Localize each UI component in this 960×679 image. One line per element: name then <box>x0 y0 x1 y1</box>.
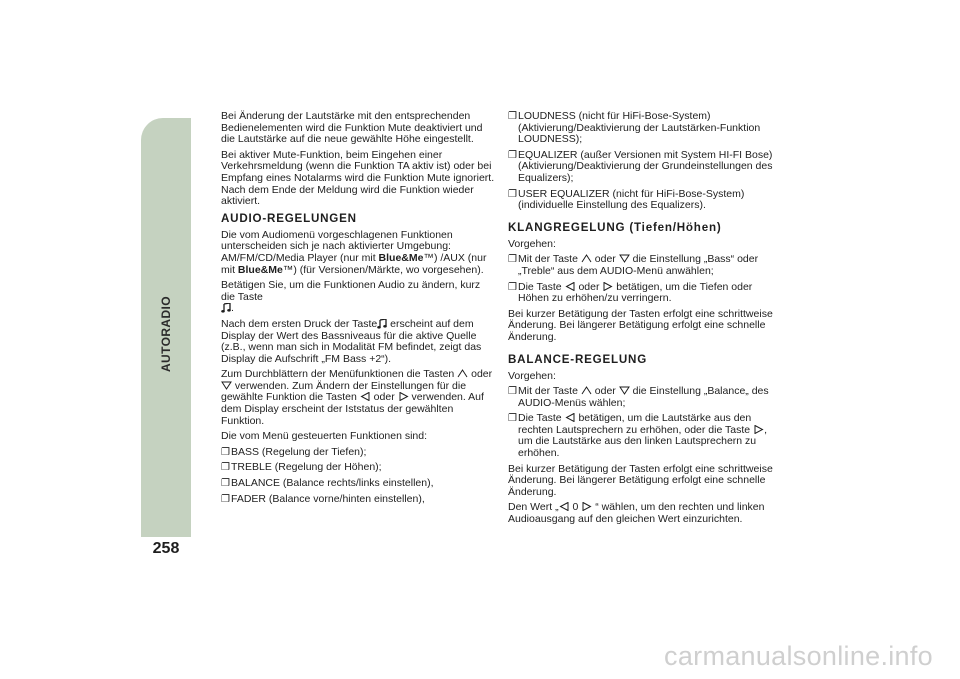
checkbox-bullet-icon: ❐ <box>508 254 517 266</box>
paragraph-mute-active: Bei aktiver Mute-Funktion, beim Eingehen einer Verkehrsmeldung (wenn die Funktion TA aktiv ist) oder bei Empfang eines Notalarms wird die Funktion Mute ignoriert. Nach dem Ende der Meldung wird die Funktion wieder aktiviert. <box>221 148 495 208</box>
checkbox-bullet-icon: ❐ <box>508 281 517 293</box>
paragraph-mute-change: Bei Änderung der Lautstärke mit den entsprechenden Bedienelementen wird die Funktion Mute deaktiviert und die Lautstärke auf die neue gewählte Höhe eingestellt. <box>221 110 483 146</box>
checkbox-bullet-icon: ❐ <box>508 188 517 200</box>
paragraph-short-press: Bei kurzer Betätigung der Tasten erfolgt eine schrittweise Änderung. Bei längerer Betätigung erfolgt eine schnelle Änderung. <box>508 462 773 498</box>
heading-klangregelung: KLANGREGELUNG (Tiefen/Höhen) <box>508 220 722 234</box>
arrow-left-icon <box>360 392 371 401</box>
checkbox-bullet-icon: ❐ <box>221 462 230 474</box>
music-note-icon <box>221 303 231 312</box>
list-item: ❐ FADER (Balance vorne/hinten einstellen), <box>221 492 425 505</box>
arrow-down-icon <box>619 386 630 395</box>
arrow-left-icon <box>565 282 576 291</box>
list-item: ❐ Die Taste betätigen, um die Lautstärke aus den rechten Lautsprechern zu erhöhen, oder die Taste , um die Lautstärke aus den linken Lautsprechern zu erhöhen. <box>508 412 767 460</box>
page-number: 258 <box>152 540 180 557</box>
paragraph-first-press: Nach dem ersten Druck der Taste erscheint auf dem Display der Wert des Bassniveaus für die aktive Quelle (z.B., wenn man sich in Modalität FM befindet, zeigt das Display die Aufschrift „FM Bass +2“). <box>221 317 482 365</box>
arrow-right-icon <box>753 425 764 434</box>
label-vorgehen: Vorgehen: <box>508 369 556 382</box>
section-title-text: AUTORADIO <box>159 295 173 373</box>
arrow-up-icon <box>457 369 468 378</box>
paragraph-press-key: Betätigen Sie, um die Funktionen Audio zu ändern, kurz die Taste . <box>221 279 481 315</box>
list-item: ❐ TREBLE (Regelung der Höhen); <box>221 461 382 474</box>
arrow-down-icon <box>221 381 232 390</box>
list-item: ❐ Mit der Taste oder die Einstellung „Balance„ des AUDIO-Menüs wählen; <box>508 385 769 409</box>
checkbox-bullet-icon: ❐ <box>221 493 230 505</box>
list-item: ❐ USER EQUALIZER (nicht für HiFi-Bose-System) (individuelle Einstellung des Equalizers). <box>508 187 745 212</box>
arrow-down-icon <box>619 254 630 263</box>
arrow-up-icon <box>581 254 592 263</box>
arrow-left-icon <box>559 502 570 511</box>
checkbox-bullet-icon: ❐ <box>508 413 517 425</box>
arrow-right-icon <box>398 392 409 401</box>
arrow-right-icon <box>581 502 592 511</box>
paragraph-short-press: Bei kurzer Betätigung der Tasten erfolgt eine schrittweise Änderung. Bei längerer Betätigung erfolgt eine schnelle Änderung. <box>508 307 773 343</box>
list-item: ❐ BALANCE (Balance rechts/links einstellen), <box>221 477 434 490</box>
paragraph-scroll-menu: Zum Durchblättern der Menüfunktionen die Tasten oder verwenden. Zum Ändern der Einstellungen für die gewählte Funktion die Tasten oder verwenden. Auf dem Display erscheint der Iststatus der gewählten Funktion. <box>221 368 493 427</box>
music-note-icon <box>377 319 387 328</box>
checkbox-bullet-icon: ❐ <box>221 446 230 458</box>
arrow-up-icon <box>581 386 592 395</box>
right-column <box>508 111 784 530</box>
checkbox-bullet-icon: ❐ <box>508 111 517 122</box>
list-item: ❐ Die Taste oder betätigen, um die Tiefen oder Höhen zu erhöhen/zu verringern. <box>508 280 753 305</box>
checkbox-bullet-icon: ❐ <box>508 149 517 161</box>
checkbox-bullet-icon: ❐ <box>221 478 230 490</box>
arrow-left-icon <box>565 413 576 422</box>
list-item: ❐ EQUALIZER (außer Versionen mit System HI-FI Bose) (Aktivierung/Deaktivierung der Grundeinstellungen des Equalizers); <box>508 148 773 184</box>
list-item: ❐ LOUDNESS (nicht für HiFi-Bose-System) (Aktivierung/Deaktivierung der Lautstärken-Funktion LOUDNESS); <box>508 110 761 146</box>
list-item: ❐ Mit der Taste oder die Einstellung „Bass“ oder „Treble“ aus dem AUDIO-Menü anwählen; <box>508 253 759 277</box>
heading-audio-regelungen: AUDIO-REGELUNGEN <box>221 211 357 225</box>
heading-balance-regelung: BALANCE-REGELUNG <box>508 352 648 366</box>
left-column <box>221 111 495 509</box>
watermark-text: carmanualsonline.info <box>664 641 933 671</box>
arrow-right-icon <box>602 282 613 291</box>
label-vorgehen: Vorgehen: <box>508 237 556 250</box>
checkbox-bullet-icon: ❐ <box>508 386 517 398</box>
paragraph-menu-functions: Die vom Menü gesteuerten Funktionen sind: <box>221 430 428 443</box>
paragraph-value-zero: Den Wert „ 0 “ wählen, um den rechten und linken Audioausgang auf den gleichen Wert einzurichten. <box>508 501 765 526</box>
paragraph-audio-menu: Die vom Audiomenü vorgeschlagenen Funktionen unterscheiden sich je nach aktivierter Umgebung: AM/FM/CD/Media Player (nur mit Blue&Me™) /AUX (nur mit Blue&Me™) (für Versionen/Märkte, wo vorgesehen). <box>221 228 487 276</box>
list-item: ❐ BASS (Regelung der Tiefen); <box>221 445 367 458</box>
